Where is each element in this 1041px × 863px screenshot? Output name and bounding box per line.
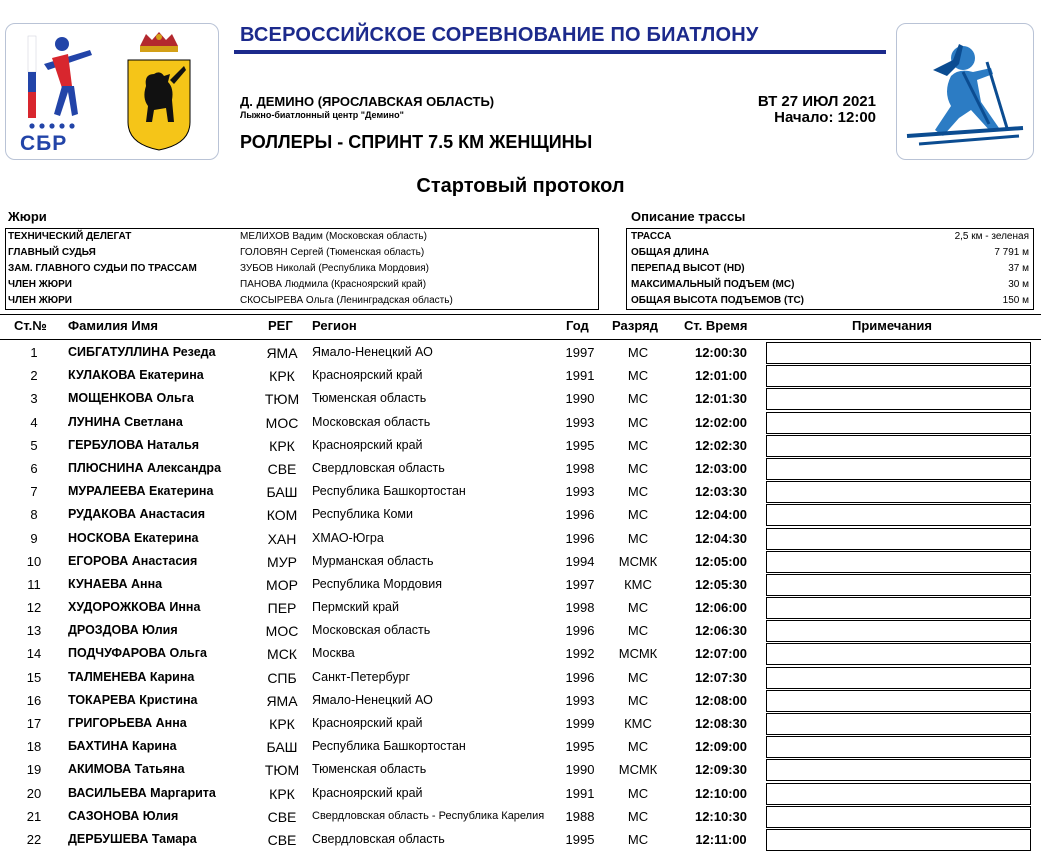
protocol-title: Стартовый протокол xyxy=(416,175,625,197)
table-row xyxy=(0,573,1041,596)
sport-rank: МС xyxy=(627,484,649,500)
start-number: 19 xyxy=(26,762,42,778)
region-name: Красноярский край xyxy=(312,716,423,730)
region-code: КРК xyxy=(269,368,295,385)
start-time-cell: 12:07:30 xyxy=(694,669,748,685)
sport-rank: МС xyxy=(627,368,649,384)
start-list xyxy=(0,341,1041,851)
athlete-name: ЛУНИНА Светлана xyxy=(68,414,183,429)
athlete-name: НОСКОВА Екатерина xyxy=(68,530,199,545)
table-row xyxy=(0,341,1041,364)
region-name: Московская область xyxy=(312,414,431,429)
start-time-cell: 12:09:00 xyxy=(694,739,748,755)
region-name: Республика Башкортостан xyxy=(312,484,466,499)
birth-year: 1993 xyxy=(565,414,595,430)
athlete-name: АКИМОВА Татьяна xyxy=(68,762,185,777)
notes-cell[interactable] xyxy=(766,388,1031,410)
start-number: 9 xyxy=(30,530,38,546)
athlete-name: КУЛАКОВА Екатерина xyxy=(68,368,204,383)
sport-rank: МС xyxy=(627,460,649,476)
start-number: 4 xyxy=(30,414,38,430)
table-row xyxy=(0,735,1041,758)
start-time-cell: 12:09:30 xyxy=(694,762,748,778)
birth-year: 1997 xyxy=(565,345,595,360)
start-number: 10 xyxy=(26,553,42,569)
start-time-cell: 12:04:30 xyxy=(694,530,748,546)
athlete-name: МУРАЛЕЕВА Екатерина xyxy=(68,484,214,499)
birth-year: 1995 xyxy=(565,739,595,755)
start-time: Начало: 12:00 xyxy=(774,109,876,126)
birth-year: 1998 xyxy=(565,460,595,476)
region-name: Тюменская область xyxy=(312,762,427,777)
athlete-name: БАХТИНА Карина xyxy=(68,739,177,754)
region-name: Красноярский край xyxy=(312,437,423,452)
birth-year: 1996 xyxy=(565,623,595,639)
notes-cell[interactable] xyxy=(766,736,1031,758)
birth-year: 1994 xyxy=(565,553,595,569)
region-name: Санкт-Петербург xyxy=(312,669,411,684)
region-name: Красноярский край xyxy=(312,785,423,800)
athlete-name: ГЕРБУЛОВА Наталья xyxy=(68,437,200,452)
start-number: 18 xyxy=(26,739,42,755)
birth-year: 1993 xyxy=(565,692,595,708)
col-name: Фамилия Имя xyxy=(68,318,158,333)
region-name: Пермский край xyxy=(312,600,399,615)
start-number: 20 xyxy=(26,785,42,801)
region-code: ХАН xyxy=(267,530,297,547)
region-code: ЯМА xyxy=(266,692,298,709)
region-code: ПЕР xyxy=(267,600,297,617)
athlete-name: РУДАКОВА Анастасия xyxy=(68,507,205,522)
athlete-name: ДРОЗДОВА Юлия xyxy=(68,623,178,638)
region-code: ТЮМ xyxy=(264,391,300,408)
region-code: ТЮМ xyxy=(264,762,300,779)
birth-year: 1996 xyxy=(565,669,595,685)
sport-rank: МСМК xyxy=(618,646,658,662)
table-row xyxy=(0,828,1041,851)
jury-member: ПАНОВА Людмила (Красноярский край) xyxy=(240,279,427,290)
start-time-cell: 12:03:00 xyxy=(694,460,748,476)
col-rank: Разряд xyxy=(612,318,658,333)
sport-rank: МС xyxy=(627,785,649,801)
table-row xyxy=(0,666,1041,689)
region-code: КРК xyxy=(269,437,295,454)
region-name: Свердловская область xyxy=(312,831,445,846)
sport-rank: МС xyxy=(627,345,649,360)
athlete-name: САЗОНОВА Юлия xyxy=(68,808,179,823)
course-row xyxy=(627,261,1033,277)
birth-year: 1996 xyxy=(565,507,595,523)
notes-cell[interactable] xyxy=(766,342,1031,364)
course-value: 7 791 м xyxy=(994,247,1029,258)
athlete-name: СИБГАТУЛЛИНА Резеда xyxy=(68,345,216,359)
athlete-name: ЕГОРОВА Анастасия xyxy=(68,553,198,568)
sport-rank: МСМК xyxy=(618,762,658,778)
birth-year: 1995 xyxy=(565,437,595,453)
table-row xyxy=(0,712,1041,735)
table-row xyxy=(0,434,1041,457)
birth-year: 1988 xyxy=(565,808,595,824)
notes-cell[interactable] xyxy=(766,620,1031,642)
jury-row xyxy=(6,261,598,277)
sbr-logo-text: СБР xyxy=(20,132,68,155)
course-key: МАКСИМАЛЬНЫЙ ПОДЪЕМ (MC) xyxy=(631,279,795,290)
region-name: Республика Башкортостан xyxy=(312,739,466,754)
start-number: 21 xyxy=(26,808,42,824)
sport-rank: МС xyxy=(627,507,649,523)
notes-cell[interactable] xyxy=(766,597,1031,619)
notes-cell[interactable] xyxy=(766,504,1031,526)
jury-role: ЧЛЕН ЖЮРИ xyxy=(8,279,72,290)
sport-rank: КМС xyxy=(624,716,652,731)
athlete-name: ПОДЧУФАРОВА Ольга xyxy=(68,646,207,661)
start-number: 1 xyxy=(30,345,38,360)
table-row xyxy=(0,480,1041,503)
table-row xyxy=(0,364,1041,387)
sport-rank: МСМК xyxy=(618,553,658,569)
page-title: ВСЕРОССИЙСКОЕ СОРЕВНОВАНИЕ ПО БИАТЛОНУ xyxy=(240,24,759,46)
athlete-name: ДЕРБУШЕВА Тамара xyxy=(68,831,197,846)
region-code: КОМ xyxy=(266,507,298,524)
coat-of-arms-icon xyxy=(124,30,194,154)
region-code: МОС xyxy=(265,623,299,640)
birth-year: 1991 xyxy=(565,368,595,384)
region-name: Республика Мордовия xyxy=(312,576,442,591)
course-key: ОБЩАЯ ВЫСОТА ПОДЪЕМОВ (TC) xyxy=(631,295,805,306)
notes-cell[interactable] xyxy=(766,829,1031,851)
start-time-cell: 12:10:30 xyxy=(694,808,748,824)
sport-rank: МС xyxy=(627,437,649,453)
region-name: Свердловская область xyxy=(312,460,445,475)
notes-cell[interactable] xyxy=(766,713,1031,735)
region-code: СВЕ xyxy=(267,808,297,825)
region-code: КРК xyxy=(269,785,295,802)
table-header xyxy=(0,314,1041,340)
jury-row xyxy=(6,293,598,309)
athlete-name: ХУДОРОЖКОВА Инна xyxy=(68,600,201,615)
sport-rank: МС xyxy=(627,669,649,685)
start-time-cell: 12:01:30 xyxy=(694,391,748,407)
start-number: 5 xyxy=(30,437,38,453)
course-value: 37 м xyxy=(1008,263,1029,274)
region-name: Мурманская область xyxy=(312,553,434,568)
event-date-block xyxy=(758,94,876,126)
federation-logos xyxy=(5,23,219,160)
notes-cell[interactable] xyxy=(766,643,1031,665)
course-key: ПЕРЕПАД ВЫСОТ (HD) xyxy=(631,263,745,274)
start-number: 15 xyxy=(26,669,42,685)
region-code: МУР xyxy=(267,553,297,570)
notes-cell[interactable] xyxy=(766,783,1031,805)
start-time-cell: 12:05:30 xyxy=(694,576,748,592)
table-row xyxy=(0,596,1041,619)
region-code: БАШ xyxy=(266,739,298,756)
start-number: 2 xyxy=(30,368,38,384)
jury-role: ЗАМ. ГЛАВНОГО СУДЬИ ПО ТРАССАМ xyxy=(8,263,197,274)
region-code: КРК xyxy=(269,716,295,732)
start-number: 14 xyxy=(26,646,42,662)
birth-year: 1996 xyxy=(565,530,595,546)
col-notes: Примечания xyxy=(852,318,933,333)
jury-label: Жюри xyxy=(8,209,47,224)
region-name: Тюменская область xyxy=(312,391,427,406)
birth-year: 1993 xyxy=(565,484,595,500)
jury-row xyxy=(6,229,598,245)
birth-year: 1999 xyxy=(565,716,595,731)
start-time-cell: 12:07:00 xyxy=(694,646,748,662)
table-row xyxy=(0,758,1041,781)
start-time-cell: 12:05:00 xyxy=(694,553,748,569)
region-code: МСК xyxy=(267,646,297,663)
table-row xyxy=(0,457,1041,480)
region-name: Красноярский край xyxy=(312,368,423,383)
course-row xyxy=(627,277,1033,293)
region-code: МОС xyxy=(265,414,299,431)
start-time-cell: 12:11:00 xyxy=(695,831,747,847)
notes-cell[interactable] xyxy=(766,365,1031,387)
course-table xyxy=(626,228,1034,310)
sport-rank: КМС xyxy=(624,576,652,592)
jury-member: ГОЛОВЯН Сергей (Тюменская область) xyxy=(240,247,425,258)
start-time-cell: 12:06:30 xyxy=(694,623,748,639)
birth-year: 1992 xyxy=(565,646,595,662)
start-time-cell: 12:08:30 xyxy=(694,716,748,731)
birth-year: 1995 xyxy=(565,831,595,847)
start-time-cell: 12:04:00 xyxy=(694,507,748,523)
notes-cell[interactable] xyxy=(766,690,1031,712)
course-label: Описание трассы xyxy=(631,209,746,224)
birth-year: 1997 xyxy=(565,576,595,592)
col-year: Год xyxy=(566,318,589,333)
start-number: 11 xyxy=(27,576,41,592)
col-start-time: Ст. Время xyxy=(684,318,748,333)
event-date: ВТ 27 ИЮЛ 2021 xyxy=(757,93,876,110)
athlete-name: МОЩЕНКОВА Ольга xyxy=(68,391,194,406)
jury-member: МЕЛИХОВ Вадим (Московская область) xyxy=(240,231,427,242)
start-number: 22 xyxy=(26,831,42,847)
start-time-cell: 12:03:30 xyxy=(694,484,748,500)
region-name: Московская область xyxy=(312,623,431,638)
region-name: Ямало-Ненецкий АО xyxy=(312,692,433,707)
notes-cell[interactable] xyxy=(766,574,1031,596)
region-name: Ямало-Ненецкий АО xyxy=(312,345,433,359)
region-code: СВЕ xyxy=(267,831,297,848)
table-row xyxy=(0,527,1041,550)
start-number: 8 xyxy=(30,507,38,523)
sport-rank: МС xyxy=(627,808,649,824)
start-time-cell: 12:10:00 xyxy=(694,785,748,801)
course-key: ОБЩАЯ ДЛИНА xyxy=(631,247,710,258)
region-name: Москва xyxy=(312,646,355,661)
athlete-name: ПЛЮСНИНА Александра xyxy=(68,460,222,475)
notes-cell[interactable] xyxy=(766,551,1031,573)
start-time-cell: 12:02:00 xyxy=(694,414,748,430)
start-number: 13 xyxy=(26,623,42,639)
start-number: 16 xyxy=(26,692,42,708)
region-code: СПБ xyxy=(267,669,297,686)
table-row xyxy=(0,503,1041,526)
region-code: МОР xyxy=(266,576,298,593)
region-code: СВЕ xyxy=(267,460,297,477)
notes-cell[interactable] xyxy=(766,806,1031,828)
course-row xyxy=(627,229,1033,245)
birth-year: 1990 xyxy=(565,391,595,407)
sport-rank: МС xyxy=(627,530,649,546)
table-row xyxy=(0,550,1041,573)
notes-cell[interactable] xyxy=(766,759,1031,781)
start-time-cell: 12:00:30 xyxy=(694,345,748,360)
course-value: 30 м xyxy=(1008,279,1029,290)
start-time-cell: 12:06:00 xyxy=(694,600,748,616)
course-key: ТРАССА xyxy=(631,231,672,242)
start-time-cell: 12:02:30 xyxy=(694,437,748,453)
venue-subtitle: Лыжно-биатлонный центр "Демино" xyxy=(240,110,404,120)
region-name: Свердловская область - Республика Карелия xyxy=(312,809,545,822)
event-name: РОЛЛЕРЫ - СПРИНТ 7.5 КМ ЖЕНЩИНЫ xyxy=(240,132,593,152)
table-row xyxy=(0,782,1041,805)
jury-row xyxy=(6,245,598,261)
birth-year: 1991 xyxy=(565,785,595,801)
notes-cell[interactable] xyxy=(766,667,1031,689)
col-region: Регион xyxy=(312,318,357,333)
biathlon-logo xyxy=(896,23,1034,160)
sport-rank: МС xyxy=(627,414,649,430)
sport-rank: МС xyxy=(627,692,649,708)
jury-table xyxy=(5,228,599,310)
table-row xyxy=(0,619,1041,642)
jury-role: ЧЛЕН ЖЮРИ xyxy=(8,295,72,306)
start-number: 3 xyxy=(30,391,38,407)
jury-role: ГЛАВНЫЙ СУДЬЯ xyxy=(8,247,96,258)
notes-cell[interactable] xyxy=(766,412,1031,434)
region-name: Республика Коми xyxy=(312,507,414,522)
table-row xyxy=(0,411,1041,434)
jury-member: ЗУБОВ Николай (Республика Мордовия) xyxy=(240,263,430,274)
table-row xyxy=(0,642,1041,665)
start-number: 17 xyxy=(26,716,42,731)
start-number: 12 xyxy=(26,600,42,616)
sport-rank: МС xyxy=(627,623,649,639)
title-divider xyxy=(234,50,886,54)
sport-rank: МС xyxy=(627,831,649,847)
col-start-number: Ст.№ xyxy=(14,318,47,333)
sport-rank: МС xyxy=(627,600,649,616)
sport-rank: МС xyxy=(627,391,649,407)
region-name: ХМАО-Югра xyxy=(312,530,384,545)
jury-role: ТЕХНИЧЕСКИЙ ДЕЛЕГАТ xyxy=(8,231,132,242)
table-row xyxy=(0,689,1041,712)
notes-cell[interactable] xyxy=(766,481,1031,503)
birth-year: 1998 xyxy=(565,600,595,616)
course-row xyxy=(627,293,1033,309)
region-code: ЯМА xyxy=(266,345,298,361)
region-code: БАШ xyxy=(266,484,298,501)
jury-member: СКОСЫРЕВА Ольга (Ленинградская область) xyxy=(240,295,453,306)
start-number: 7 xyxy=(30,484,38,500)
athlete-name: ТОКАРЕВА Кристина xyxy=(68,692,198,707)
course-value: 2,5 км - зеленая xyxy=(954,231,1029,242)
col-reg: РЕГ xyxy=(268,318,293,333)
table-row xyxy=(0,387,1041,410)
notes-cell[interactable] xyxy=(766,528,1031,550)
start-time-cell: 12:08:00 xyxy=(694,692,748,708)
athlete-name: ГРИГОРЬЕВА Анна xyxy=(68,716,187,730)
course-value: 150 м xyxy=(1002,295,1029,306)
birth-year: 1990 xyxy=(565,762,595,778)
athlete-name: ТАЛМЕНЕВА Карина xyxy=(68,669,195,684)
table-row xyxy=(0,805,1041,828)
course-row xyxy=(627,245,1033,261)
jury-row xyxy=(6,277,598,293)
athlete-name: КУНАЕВА Анна xyxy=(68,576,163,591)
sport-rank: МС xyxy=(627,739,649,755)
biathlete-icon xyxy=(903,32,1027,152)
notes-cell[interactable] xyxy=(766,458,1031,480)
venue: Д. ДЕМИНО (ЯРОСЛАВСКАЯ ОБЛАСТЬ) xyxy=(240,94,495,109)
athlete-name: ВАСИЛЬЕВА Маргарита xyxy=(68,785,216,800)
start-time-cell: 12:01:00 xyxy=(694,368,748,384)
start-number: 6 xyxy=(30,460,38,476)
notes-cell[interactable] xyxy=(766,435,1031,457)
